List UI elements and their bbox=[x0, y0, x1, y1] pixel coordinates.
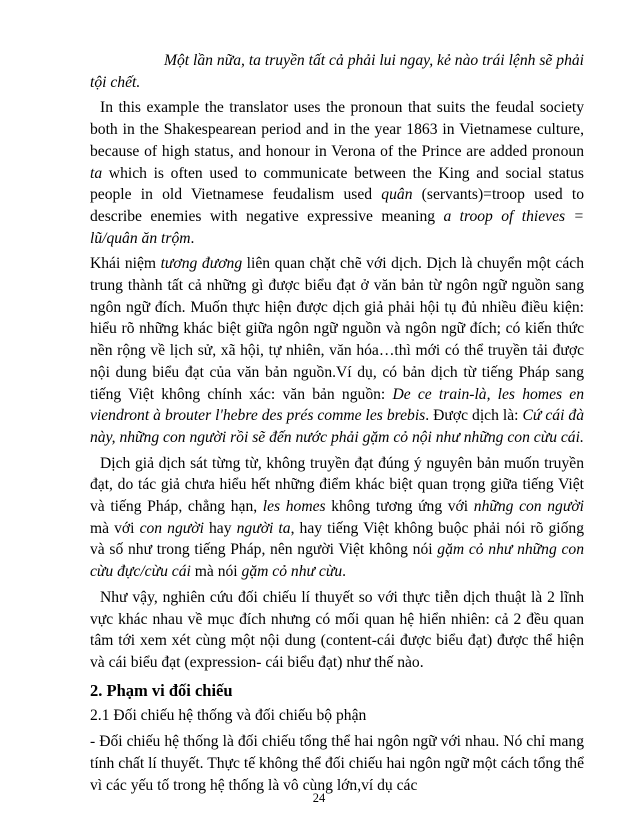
italic-term: người ta bbox=[236, 519, 291, 537]
italic-term: ta bbox=[90, 164, 103, 182]
french-source-text: De ce train-là, les homes en viendront à brouter l'hebre des prés comme les brebis bbox=[90, 385, 584, 425]
quote-line: Một lần nữa, ta truyền tất cả phải lui ngay, kẻ nào trái lệnh sẽ phải tội chết. bbox=[90, 52, 584, 91]
italic-term: a troop of thieves = lũ/quân ăn trộm bbox=[90, 207, 584, 247]
text-run: . bbox=[342, 563, 347, 581]
text-run: mà nói bbox=[190, 563, 242, 581]
italic-term: les homes bbox=[262, 498, 326, 516]
paragraph-equivalence bbox=[90, 253, 584, 448]
text-run: hay bbox=[203, 519, 237, 537]
document-page bbox=[90, 50, 584, 800]
section-heading: 2. Phạm vi đối chiếu bbox=[90, 680, 233, 700]
text-run: (servants)=troop used to describe enemies with negative expressive meaning bbox=[90, 186, 584, 225]
translated-text: Cứ cái đà này, những con người rồi sẽ đến nước phải gặm cỏ nội như những con cừu cái. bbox=[90, 407, 584, 446]
italic-term: quân bbox=[381, 186, 413, 204]
italic-term: gặm cỏ như những con cừu đực/cừu cái bbox=[90, 541, 584, 581]
text-run: không tương ứng với bbox=[325, 498, 474, 516]
text-run: . bbox=[190, 229, 195, 247]
italic-term: tương đương bbox=[160, 255, 243, 273]
italic-term: gặm cỏ như cừu bbox=[241, 563, 343, 581]
text-run: mà với bbox=[90, 519, 140, 537]
text-run: In this example the translator uses the pronoun that suits the feudal society both in the Shakespearean period and in the year 1863 in Vietnamese culture, because of high status, and honour in Verona of the Prince are added pronoun bbox=[90, 99, 584, 160]
paragraph-english-explanation bbox=[90, 97, 584, 249]
italic-term: con người bbox=[139, 519, 204, 537]
text-run: , hay tiếng Việt không buộc phải nói rõ giống và số như trong tiếng Pháp, nên người Việt không nói bbox=[90, 519, 585, 559]
page-number: 24 bbox=[312, 791, 326, 805]
text-run: . Được dịch là: bbox=[425, 407, 523, 425]
text-run: which is often used to communicate between the King and social status people in old Vietnamese feudalism used bbox=[90, 164, 584, 204]
paragraph-system-comparison: - Đối chiếu hệ thống là đối chiếu tổng thể hai ngôn ngữ với nhau. Nó chỉ mang tính chất lí thuyết. Thực tế không thể đối chiếu hai ngôn ngữ một cách tổng thể vì các yếu tố trong hệ thống là vô cùng lớn,ví dụ các bbox=[90, 733, 584, 794]
italic-term: những con người bbox=[473, 498, 584, 516]
paragraph-literal-translation bbox=[90, 453, 584, 583]
text-run: Dịch giả dịch sát từng từ, không truyền đạt đúng ý nguyên bản muốn truyền đạt, do tác giả chưa hiểu hết những điểm khác biệt quan trọng giữa tiếng Việt và tiếng Pháp, chẳng hạn, bbox=[90, 454, 584, 516]
subsection-heading: 2.1 Đối chiếu hệ thống và đối chiếu bộ phận bbox=[90, 707, 367, 725]
text-run: Khái niệm bbox=[90, 255, 161, 273]
paragraph-conclusion: Như vậy, nghiên cứu đối chiếu lí thuyết so với thực tiễn dịch thuật là 2 lĩnh vực khác nhau về mục đích nhưng có mối quan hệ hiển nhiên: cả 2 đều quan tâm tới xem xét cùng một nội dung (content-cái được biểu đạt) được thể hiện và cái biểu đạt (expression- cái biểu đạt) như thế nào. bbox=[90, 588, 584, 671]
text-run: liên quan chặt chẽ với dịch. Dịch là chuyển một cách trung thành tất cả những gì được biểu đạt ở văn bản từ ngôn ngữ nguồn sang ngôn ngữ đích. Muốn thực hiện được dịch giả phải hội tụ đủ nhiều điều kiện: hiểu rõ những khác biệt giữa ngôn ngữ nguồn và ngôn ngữ đích; có kiến thức nền rộng về lịch sử, xã hội, tự nhiên, văn hóa…thì mới có thể truyền tải được nội dung biểu đạt của văn bản nguồn.Ví dụ, có bản dịch từ tiếng Pháp sang tiếng Việt không chính xác: văn bản nguồn: bbox=[90, 255, 584, 403]
